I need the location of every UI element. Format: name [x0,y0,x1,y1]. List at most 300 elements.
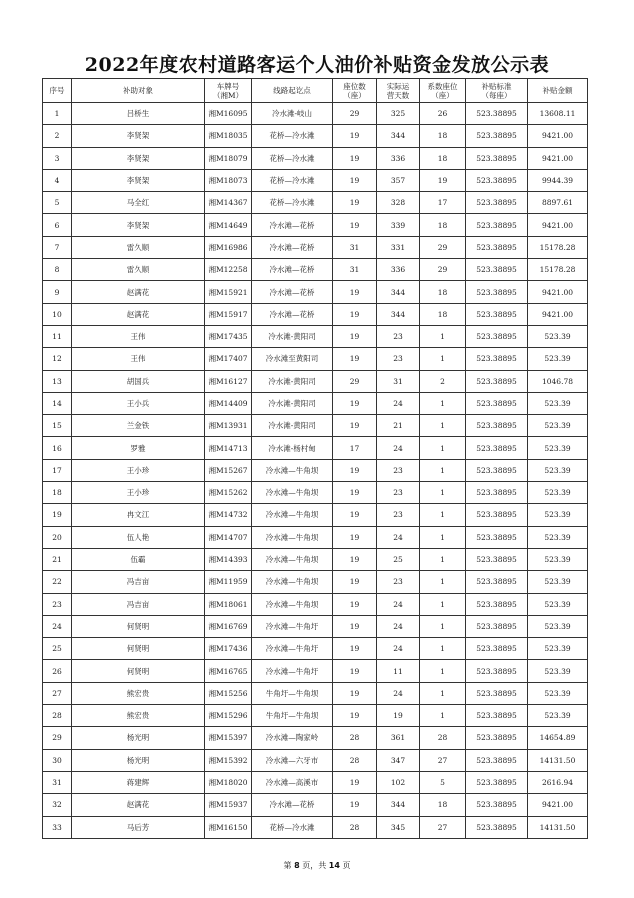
cell-coef-seats: 1 [420,593,466,615]
cell-operating-days: 328 [377,192,420,214]
table-row [43,771,588,793]
cell-coef-seats: 29 [420,259,466,281]
table-row [43,705,588,727]
cell-index: 27 [43,682,72,704]
cell-recipient: 伍人艳 [72,526,205,548]
cell-seats: 19 [333,348,377,370]
header-standard: 补贴标准 （每座） [466,79,528,103]
table-row [43,125,588,147]
cell-index: 12 [43,348,72,370]
cell-coef-seats: 2 [420,370,466,392]
cell-index: 33 [43,816,72,838]
cell-plate: 湘M13931 [205,415,252,437]
cell-operating-days: 102 [377,771,420,793]
cell-route: 冷水滩—花桥 [252,236,333,258]
cell-recipient: 王伟 [72,348,205,370]
table-row [43,593,588,615]
cell-amount: 9944.39 [528,169,588,191]
cell-seats: 19 [333,638,377,660]
cell-standard: 523.38895 [466,392,528,414]
cell-recipient: 李贤架 [72,214,205,236]
cell-amount: 1046.78 [528,370,588,392]
cell-route: 冷水滩—花桥 [252,214,333,236]
cell-route: 冷水滩至黄阳司 [252,348,333,370]
cell-coef-seats: 1 [420,504,466,526]
cell-operating-days: 325 [377,103,420,125]
cell-amount: 9421.00 [528,147,588,169]
cell-recipient: 熊宏贵 [72,705,205,727]
cell-route: 牛角圩—牛角坝 [252,705,333,727]
cell-standard: 523.38895 [466,771,528,793]
cell-operating-days: 24 [377,437,420,459]
table-row [43,548,588,570]
cell-recipient: 何贤明 [72,638,205,660]
table-row [43,348,588,370]
cell-amount: 523.39 [528,660,588,682]
cell-seats: 19 [333,192,377,214]
cell-amount: 9421.00 [528,794,588,816]
cell-operating-days: 361 [377,727,420,749]
cell-seats: 19 [333,325,377,347]
table-row [43,459,588,481]
cell-recipient: 马后芳 [72,816,205,838]
cell-index: 5 [43,192,72,214]
cell-coef-seats: 1 [420,660,466,682]
cell-standard: 523.38895 [466,169,528,191]
table-row [43,482,588,504]
table-row [43,281,588,303]
cell-index: 15 [43,415,72,437]
cell-recipient: 马全红 [72,192,205,214]
cell-index: 28 [43,705,72,727]
cell-route: 冷水滩—花桥 [252,281,333,303]
cell-coef-seats: 18 [420,125,466,147]
cell-operating-days: 19 [377,705,420,727]
cell-standard: 523.38895 [466,482,528,504]
cell-standard: 523.38895 [466,727,528,749]
cell-amount: 9421.00 [528,281,588,303]
cell-amount: 523.39 [528,415,588,437]
page-title: 2022年度农村道路客运个人油价补贴资金发放公示表 [84,54,550,76]
cell-operating-days: 21 [377,415,420,437]
cell-operating-days: 23 [377,325,420,347]
cell-recipient: 王小兵 [72,392,205,414]
cell-plate: 湘M16095 [205,103,252,125]
cell-seats: 19 [333,125,377,147]
cell-index: 2 [43,125,72,147]
header-route: 线路起讫点 [252,79,333,103]
cell-index: 14 [43,392,72,414]
cell-recipient: 雷久顺 [72,259,205,281]
cell-coef-seats: 1 [420,615,466,637]
header-recipient: 补助对象 [72,79,205,103]
cell-seats: 19 [333,392,377,414]
cell-route: 冷水滩—牛角圩 [252,615,333,637]
footer-prefix: 第 [283,861,295,870]
cell-route: 冷水滩—牛角坝 [252,504,333,526]
cell-seats: 19 [333,459,377,481]
cell-coef-seats: 18 [420,794,466,816]
cell-seats: 19 [333,705,377,727]
cell-plate: 湘M18020 [205,771,252,793]
footer-middle: 页，共 [299,861,329,870]
table-row [43,236,588,258]
cell-coef-seats: 19 [420,169,466,191]
cell-recipient: 冯吉亩 [72,593,205,615]
cell-standard: 523.38895 [466,103,528,125]
cell-recipient: 何贤明 [72,615,205,637]
cell-standard: 523.38895 [466,638,528,660]
cell-amount: 523.39 [528,437,588,459]
cell-seats: 19 [333,682,377,704]
total-pages: 14 [328,861,340,870]
cell-amount: 523.39 [528,638,588,660]
table-row [43,504,588,526]
cell-recipient: 赵满花 [72,794,205,816]
table-row [43,816,588,838]
cell-plate: 湘M15397 [205,727,252,749]
cell-amount: 9421.00 [528,303,588,325]
table-row [43,325,588,347]
cell-seats: 17 [333,437,377,459]
cell-coef-seats: 1 [420,325,466,347]
cell-seats: 19 [333,281,377,303]
cell-index: 23 [43,593,72,615]
cell-recipient: 熊宏贵 [72,682,205,704]
cell-plate: 湘M18035 [205,125,252,147]
cell-standard: 523.38895 [466,147,528,169]
cell-coef-seats: 26 [420,103,466,125]
cell-operating-days: 24 [377,526,420,548]
cell-coef-seats: 18 [420,214,466,236]
cell-amount: 523.39 [528,548,588,570]
cell-seats: 19 [333,794,377,816]
cell-recipient: 王伟 [72,325,205,347]
table-row [43,660,588,682]
cell-standard: 523.38895 [466,794,528,816]
cell-coef-seats: 28 [420,727,466,749]
cell-index: 9 [43,281,72,303]
cell-route: 牛角圩—牛角坝 [252,682,333,704]
cell-index: 24 [43,615,72,637]
cell-recipient: 杨光明 [72,749,205,771]
cell-coef-seats: 18 [420,281,466,303]
cell-index: 30 [43,749,72,771]
table-row [43,682,588,704]
cell-index: 16 [43,437,72,459]
cell-route: 花桥—冷水滩 [252,192,333,214]
cell-route: 冷水滩—花桥 [252,259,333,281]
cell-index: 31 [43,771,72,793]
table-row [43,437,588,459]
cell-operating-days: 347 [377,749,420,771]
cell-plate: 湘M14713 [205,437,252,459]
cell-route: 冷水滩—花桥 [252,794,333,816]
cell-operating-days: 344 [377,281,420,303]
cell-standard: 523.38895 [466,303,528,325]
cell-index: 20 [43,526,72,548]
cell-plate: 湘M15296 [205,705,252,727]
cell-route: 花桥—冷水滩 [252,147,333,169]
cell-operating-days: 23 [377,504,420,526]
cell-recipient: 冯吉亩 [72,571,205,593]
table-row [43,615,588,637]
cell-route: 冷水滩—六牙市 [252,749,333,771]
cell-amount: 8897.61 [528,192,588,214]
cell-seats: 19 [333,593,377,615]
header-index: 序号 [43,79,72,103]
cell-coef-seats: 1 [420,437,466,459]
cell-index: 32 [43,794,72,816]
cell-route: 花桥—冷水滩 [252,816,333,838]
cell-amount: 15178.28 [528,236,588,258]
cell-standard: 523.38895 [466,437,528,459]
cell-seats: 19 [333,571,377,593]
cell-coef-seats: 1 [420,571,466,593]
cell-coef-seats: 29 [420,236,466,258]
table-row [43,638,588,660]
cell-coef-seats: 5 [420,771,466,793]
cell-operating-days: 339 [377,214,420,236]
cell-standard: 523.38895 [466,705,528,727]
cell-plate: 湘M16127 [205,370,252,392]
cell-seats: 31 [333,259,377,281]
cell-index: 21 [43,548,72,570]
cell-operating-days: 24 [377,682,420,704]
cell-coef-seats: 27 [420,749,466,771]
cell-amount: 14131.50 [528,816,588,838]
cell-plate: 湘M14409 [205,392,252,414]
cell-standard: 523.38895 [466,682,528,704]
cell-recipient: 兰金铁 [72,415,205,437]
cell-recipient: 王小珍 [72,482,205,504]
cell-operating-days: 345 [377,816,420,838]
table-row [43,303,588,325]
cell-amount: 523.39 [528,705,588,727]
cell-amount: 523.39 [528,459,588,481]
cell-standard: 523.38895 [466,236,528,258]
cell-plate: 湘M15267 [205,459,252,481]
cell-index: 3 [43,147,72,169]
cell-operating-days: 25 [377,548,420,570]
cell-route: 花桥—冷水滩 [252,125,333,147]
cell-operating-days: 23 [377,459,420,481]
cell-seats: 19 [333,660,377,682]
cell-coef-seats: 1 [420,705,466,727]
cell-amount: 14654.89 [528,727,588,749]
cell-plate: 湘M16986 [205,236,252,258]
cell-operating-days: 331 [377,236,420,258]
cell-seats: 19 [333,214,377,236]
cell-operating-days: 336 [377,259,420,281]
cell-plate: 湘M15917 [205,303,252,325]
cell-operating-days: 336 [377,147,420,169]
cell-coef-seats: 1 [420,415,466,437]
cell-index: 29 [43,727,72,749]
cell-amount: 15178.28 [528,259,588,281]
header-coef-seats: 系数座位 （座） [420,79,466,103]
cell-plate: 湘M15392 [205,749,252,771]
cell-plate: 湘M16150 [205,816,252,838]
cell-seats: 19 [333,548,377,570]
cell-plate: 湘M16769 [205,615,252,637]
cell-route: 冷水滩—牛角坝 [252,482,333,504]
header-operating-days: 实际运 营天数 [377,79,420,103]
header-plate: 车牌号 （湘M） [205,79,252,103]
cell-seats: 19 [333,415,377,437]
cell-standard: 523.38895 [466,125,528,147]
cell-seats: 19 [333,504,377,526]
cell-standard: 523.38895 [466,749,528,771]
cell-coef-seats: 1 [420,482,466,504]
cell-index: 13 [43,370,72,392]
cell-operating-days: 24 [377,615,420,637]
cell-route: 冷水滩—牛角坝 [252,526,333,548]
cell-recipient: 雷久顺 [72,236,205,258]
cell-amount: 9421.00 [528,125,588,147]
cell-amount: 523.39 [528,325,588,347]
cell-operating-days: 24 [377,392,420,414]
cell-amount: 523.39 [528,482,588,504]
cell-recipient: 冉文江 [72,504,205,526]
cell-index: 7 [43,236,72,258]
cell-seats: 31 [333,236,377,258]
cell-coef-seats: 1 [420,459,466,481]
header-amount: 补贴金额 [528,79,588,103]
subsidy-table [42,78,588,839]
cell-plate: 湘M14707 [205,526,252,548]
cell-standard: 523.38895 [466,325,528,347]
cell-standard: 523.38895 [466,571,528,593]
cell-plate: 湘M14649 [205,214,252,236]
cell-route: 冷水滩—陶家岭 [252,727,333,749]
cell-standard: 523.38895 [466,459,528,481]
cell-index: 26 [43,660,72,682]
table-row [43,794,588,816]
cell-recipient: 王小珍 [72,459,205,481]
cell-seats: 19 [333,482,377,504]
cell-route: 冷水滩-黄阳司 [252,392,333,414]
cell-route: 冷水滩—牛角圩 [252,638,333,660]
cell-amount: 523.39 [528,504,588,526]
cell-index: 4 [43,169,72,191]
cell-plate: 湘M15921 [205,281,252,303]
cell-coef-seats: 1 [420,526,466,548]
cell-amount: 14131.50 [528,749,588,771]
cell-amount: 2616.94 [528,771,588,793]
table-row [43,526,588,548]
cell-operating-days: 344 [377,303,420,325]
table-row [43,259,588,281]
table-row [43,147,588,169]
cell-route: 冷水滩—牛角坝 [252,548,333,570]
cell-standard: 523.38895 [466,504,528,526]
cell-standard: 523.38895 [466,526,528,548]
cell-recipient: 李贤架 [72,125,205,147]
cell-seats: 19 [333,303,377,325]
header-seats: 座位数 （座） [333,79,377,103]
table-row [43,214,588,236]
cell-plate: 湘M17435 [205,325,252,347]
cell-route: 冷水滩-黄阳司 [252,370,333,392]
cell-plate: 湘M17407 [205,348,252,370]
cell-amount: 523.39 [528,682,588,704]
cell-recipient: 李贤架 [72,147,205,169]
cell-seats: 29 [333,103,377,125]
cell-standard: 523.38895 [466,593,528,615]
cell-recipient: 赵满花 [72,303,205,325]
cell-recipient: 吕桥生 [72,103,205,125]
cell-index: 1 [43,103,72,125]
cell-seats: 19 [333,771,377,793]
cell-plate: 湘M18061 [205,593,252,615]
cell-operating-days: 23 [377,571,420,593]
cell-plate: 湘M15937 [205,794,252,816]
cell-index: 17 [43,459,72,481]
cell-recipient: 杨光明 [72,727,205,749]
table-row [43,571,588,593]
cell-route: 冷水滩-黄阳司 [252,325,333,347]
cell-route: 冷水滩—牛角圩 [252,660,333,682]
cell-coef-seats: 1 [420,348,466,370]
cell-amount: 9421.00 [528,214,588,236]
cell-amount: 523.39 [528,615,588,637]
cell-operating-days: 23 [377,348,420,370]
cell-standard: 523.38895 [466,370,528,392]
cell-operating-days: 31 [377,370,420,392]
cell-route: 冷水滩—牛角坝 [252,571,333,593]
cell-amount: 523.39 [528,593,588,615]
cell-coef-seats: 1 [420,548,466,570]
cell-operating-days: 24 [377,593,420,615]
table-row [43,192,588,214]
cell-amount: 523.39 [528,348,588,370]
cell-standard: 523.38895 [466,192,528,214]
table-row [43,370,588,392]
table-row [43,392,588,414]
cell-plate: 湘M16765 [205,660,252,682]
cell-recipient: 伍霸 [72,548,205,570]
cell-standard: 523.38895 [466,816,528,838]
cell-seats: 28 [333,727,377,749]
cell-standard: 523.38895 [466,348,528,370]
page-footer [0,860,634,871]
cell-seats: 19 [333,147,377,169]
cell-seats: 19 [333,526,377,548]
cell-operating-days: 24 [377,638,420,660]
cell-route: 冷水滩-杨村甸 [252,437,333,459]
cell-amount: 523.39 [528,526,588,548]
cell-coef-seats: 18 [420,147,466,169]
cell-route: 冷水滩-岐山 [252,103,333,125]
cell-recipient: 何贤明 [72,660,205,682]
cell-plate: 湘M12258 [205,259,252,281]
cell-recipient: 胡国兵 [72,370,205,392]
cell-operating-days: 344 [377,794,420,816]
cell-standard: 523.38895 [466,548,528,570]
cell-route: 冷水滩—高溪市 [252,771,333,793]
cell-plate: 湘M15256 [205,682,252,704]
cell-coef-seats: 1 [420,392,466,414]
cell-operating-days: 344 [377,125,420,147]
cell-plate: 湘M15262 [205,482,252,504]
cell-recipient: 赵满花 [72,281,205,303]
cell-standard: 523.38895 [466,214,528,236]
cell-recipient: 李贤架 [72,169,205,191]
cell-seats: 28 [333,749,377,771]
cell-recipient: 蒋建辉 [72,771,205,793]
current-page: 8 [294,861,300,870]
